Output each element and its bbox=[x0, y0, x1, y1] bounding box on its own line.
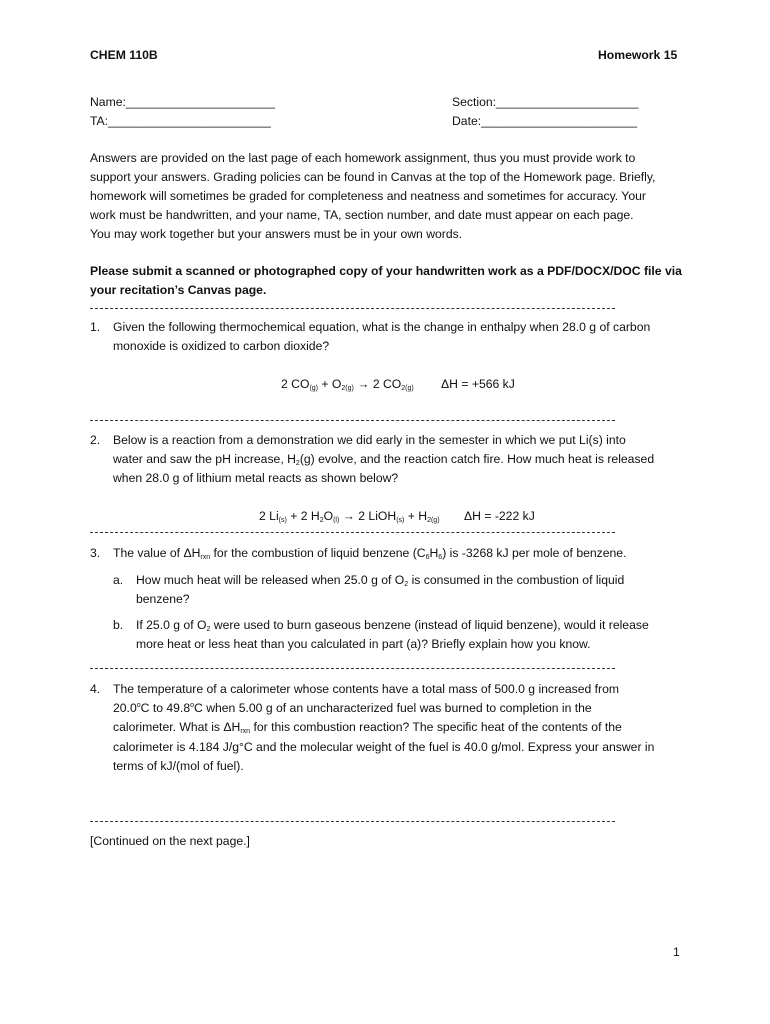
submit-instruction: your recitation’s Canvas page. bbox=[90, 283, 267, 297]
name-field: Name:______________________ bbox=[90, 95, 276, 109]
intro-line: Answers are provided on the last page of each homework assignment, thus you must provide work to bbox=[90, 151, 636, 165]
question-number: 2. bbox=[90, 433, 101, 447]
question-text: Below is a reaction from a demonstration we did early in the semester in which we put Li(s) into bbox=[113, 433, 626, 447]
divider bbox=[90, 308, 615, 309]
question-text: when 28.0 g of lithium metal reacts as shown below? bbox=[113, 471, 399, 485]
question-text: calorimeter is 4.184 J/g°C and the molecular weight of the fuel is 40.0 g/mol. Express your answer in bbox=[113, 740, 655, 754]
question-text: 20.0$^o$C to 49.8$^o$C when 5.00 g of an uncharacterized fuel was burned to completion in the bbox=[113, 701, 592, 715]
part-letter: b. bbox=[113, 618, 124, 632]
part-letter: a. bbox=[113, 573, 124, 587]
intro-line: work must be handwritten, and your name, TA, section number, and date must appear on each page. bbox=[90, 208, 634, 222]
question-text: terms of kJ/(mol of fuel). bbox=[113, 759, 244, 773]
divider bbox=[90, 668, 615, 669]
divider bbox=[90, 532, 615, 533]
question-number: 3. bbox=[90, 546, 101, 560]
question-text: The value of $\Delta H_{rxn}$ for the combustion of liquid benzene $(C_6H_6)$ is -3268 kJ per mole of benzene. bbox=[113, 546, 627, 561]
intro-line: support your answers. Grading policies can be found in Canvas at the top of the Homework page. Briefly, bbox=[90, 170, 656, 184]
question-text: calorimeter. What is $\Delta H_{rxn}$ for this combustion reaction? The specific heat of the contents of the bbox=[113, 720, 622, 735]
question-number: 4. bbox=[90, 682, 101, 696]
part-text: more heat or less heat than you calculated in part (a)? Briefly explain how you know. bbox=[136, 637, 591, 651]
divider bbox=[90, 821, 615, 822]
page-number: 1 bbox=[673, 945, 680, 959]
assignment-title: Homework 15 bbox=[598, 48, 678, 62]
ta-field: TA:________________________ bbox=[90, 114, 271, 128]
question-number: 1. bbox=[90, 320, 101, 334]
equation-1: 2 $CO_{(g)} + O_{2(g)} \to 2$ $CO_{2(g)}$ bbox=[281, 377, 414, 392]
enthalpy-1: ΔH = +566 kJ bbox=[441, 377, 515, 391]
divider bbox=[90, 420, 615, 421]
course-title: CHEM 110B bbox=[90, 48, 158, 62]
date-field: Date:_______________________ bbox=[452, 114, 638, 128]
part-text: How much heat will be released when 25.0 g of $O_2$ is consumed in the combustion of liquid bbox=[136, 573, 625, 588]
part-text: benzene? bbox=[136, 592, 190, 606]
equation-2: 2 $Li_{(s)} + 2$ $H_2O_{(l)} \to 2$ LiOH$_{(s)}$ + $H_{2(g)}$ bbox=[259, 509, 440, 524]
enthalpy-2: ΔH = -222 kJ bbox=[464, 509, 535, 523]
intro-line: homework will sometimes be graded for completeness and neatness and sometimes for accuracy. Your bbox=[90, 189, 646, 203]
question-text: monoxide is oxidized to carbon dioxide? bbox=[113, 339, 330, 353]
continued-note: [Continued on the next page.] bbox=[90, 834, 250, 848]
question-text: water and saw the pH increase, $H_2(g)$ evolve, and the reaction catch fire. How much heat is released bbox=[113, 452, 655, 467]
question-text: The temperature of a calorimeter whose contents have a total mass of 500.0 g increased from bbox=[113, 682, 620, 696]
question-text: Given the following thermochemical equation, what is the change in enthalpy when 28.0 g of carbon bbox=[113, 320, 651, 334]
section-field: Section:_____________________ bbox=[452, 95, 639, 109]
submit-instruction: Please submit a scanned or photographed copy of your handwritten work as a PDF/DOCX/DOC file via bbox=[90, 264, 682, 278]
part-text: If 25.0 g of $O_2$ were used to burn gaseous benzene (instead of liquid benzene), would it release bbox=[136, 618, 649, 633]
intro-line: You may work together but your answers must be in your own words. bbox=[90, 227, 463, 241]
